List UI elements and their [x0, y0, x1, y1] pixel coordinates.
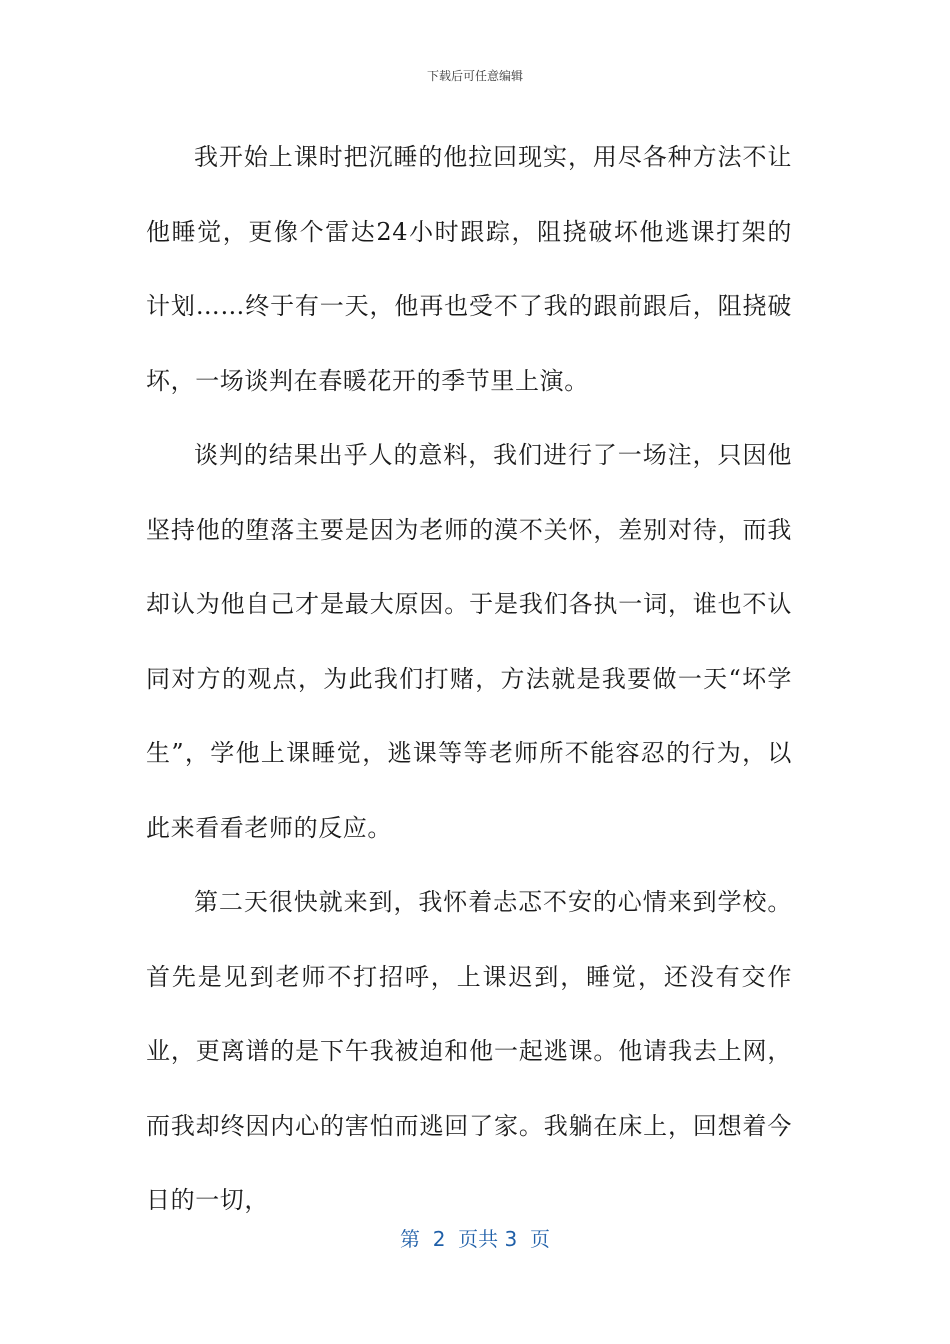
header-note: 下载后可任意编辑: [426, 69, 523, 83]
page-number-footer: 第 2 页共 3 页: [400, 1227, 550, 1251]
body-text: [146, 120, 792, 1238]
paragraph-3: 第二天很快就来到，我怀着忐忑不安的心情来到学校。首先是见到老师不打招呼，上课迟到，睡觉，还没有交作业，更离谱的是下午我被迫和他一起逃课。他请我去上网，而我却终因内心的害怕而逃回了家。我躺在床上，回想着今日的一切，: [146, 888, 792, 1214]
paragraph-1: 我开始上课时把沉睡的他拉回现实，用尽各种方法不让他睡觉，更像个雷达24小时跟踪，阻挠破坏他逃课打架的计划……终于有一天，他再也受不了我的跟前跟后，阻挠破坏，一场谈判在春暖花开的季节里上演。: [146, 143, 792, 395]
paragraph-2: 谈判的结果出乎人的意料，我们进行了一场注，只因他坚持他的堕落主要是因为老师的漠不关怀，差别对待，而我却认为他自己才是最大原因。于是我们各执一词，谁也不认同对方的观点，为此我们打赌，方法就是我要做一天“坏学生”，学他上课睡觉，逃课等等老师所不能容忍的行为，以此来看看老师的反应。: [146, 441, 792, 842]
